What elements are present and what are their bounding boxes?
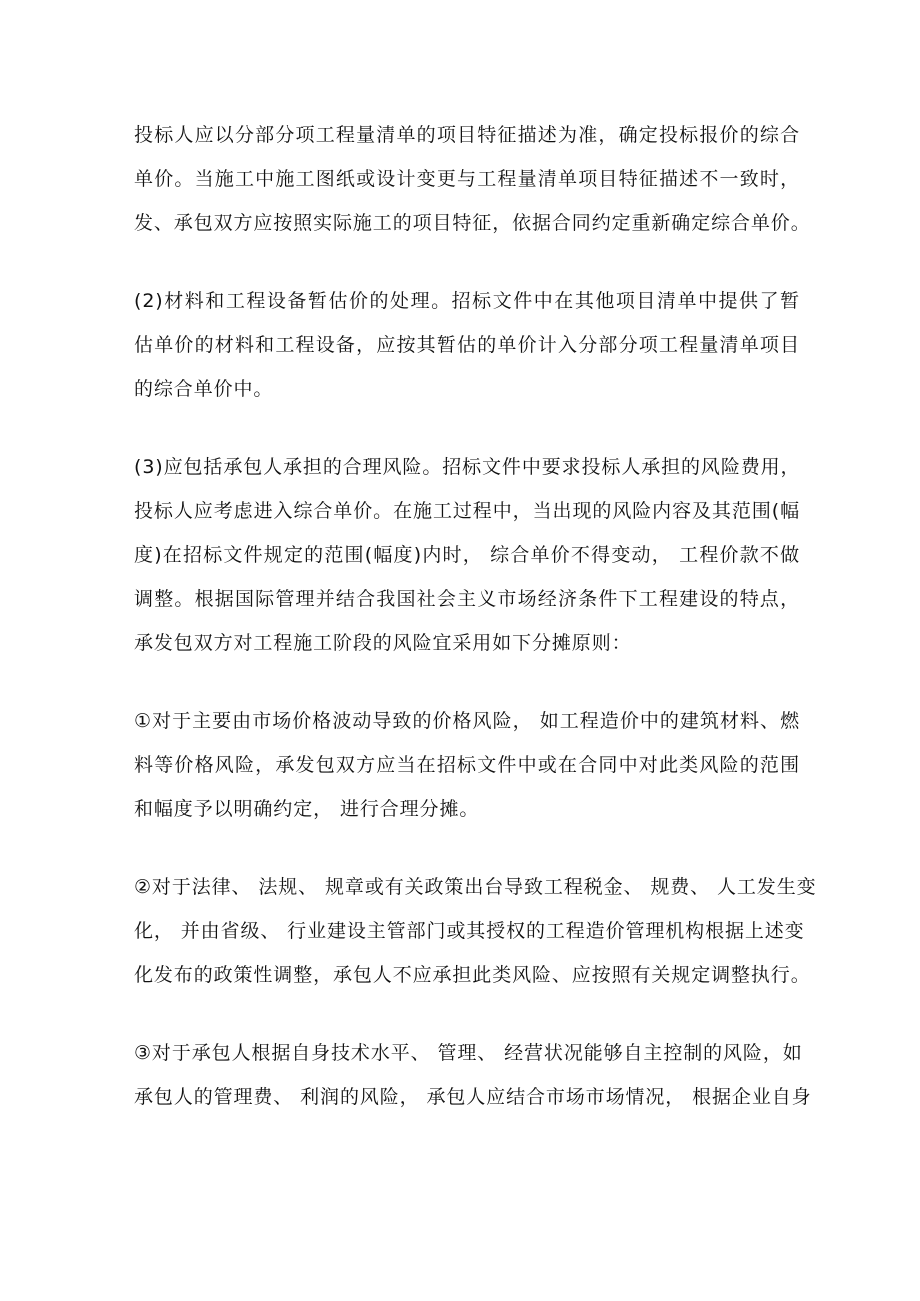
text-line: ②对于法律、 法规、 规章或有关政策出台导致工程税金、 规费、 人工发生变 [134,876,817,898]
paragraph-5 [134,865,817,997]
text-line: 料等价格风险，承发包双方应当在招标文件中或在合同中对此类风险的范围 [134,754,800,776]
text-line: (3)应包括承包人承担的合理风险。招标文件中要求投标人承担的风险费用， [134,456,801,478]
text-line: 单价。当施工中施工图纸或设计变更与工程量清单项目特征描述不一致时， [134,168,800,190]
paragraph-1 [134,113,811,245]
text-line: ③对于承包人根据自身技术水平、 管理、 经营状况能够自主控制的风险，如 [134,1042,803,1064]
text-line: 度)在招标文件规定的范围(幅度)内时， 综合单价不得变动， 工程价款不做 [134,544,800,566]
text-line: ①对于主要由市场价格波动导致的价格风险， 如工程造价中的建筑材料、燃 [134,710,800,732]
paragraph-4 [134,699,800,831]
text-line: 和幅度予以明确约定， 进行合理分摊。 [134,798,480,820]
text-line: 承包人的管理费、 利润的风险， 承包人应结合市场市场情况， 根据企业自身 [134,1086,812,1108]
paragraph-6 [134,1031,812,1119]
text-line: 调整。根据国际管理并结合我国社会主义市场经济条件下工程建设的特点， [134,588,800,610]
text-line: 承发包双方对工程施工阶段的风险宜采用如下分摊原则： [134,632,632,654]
paragraph-3 [134,445,800,665]
text-line: 估单价的材料和工程设备，应按其暂估的单价计入分部分项工程量清单项目 [134,334,800,356]
paragraph-2 [134,279,800,411]
text-line: 化发布的政策性调整，承包人不应承担此类风险、应按照有关规定调整执行。 [134,964,811,986]
text-line: (2)材料和工程设备暂估价的处理。招标文件中在其他项目清单中提供了暂 [134,290,800,312]
text-line: 投标人应以分部分项工程量清单的项目特征描述为准，确定投标报价的综合 [134,124,800,146]
text-line: 投标人应考虑进入综合单价。在施工过程中，当出现的风险内容及其范围(幅 [134,500,800,522]
text-line: 的综合单价中。 [134,378,274,400]
text-line: 发、承包双方应按照实际施工的项目特征，依据合同约定重新确定综合单价。 [134,212,811,234]
text-line: 化， 并由省级、 行业建设主管部门或其授权的工程造价管理机构根据上述变 [134,920,805,942]
document-body [134,113,817,1153]
